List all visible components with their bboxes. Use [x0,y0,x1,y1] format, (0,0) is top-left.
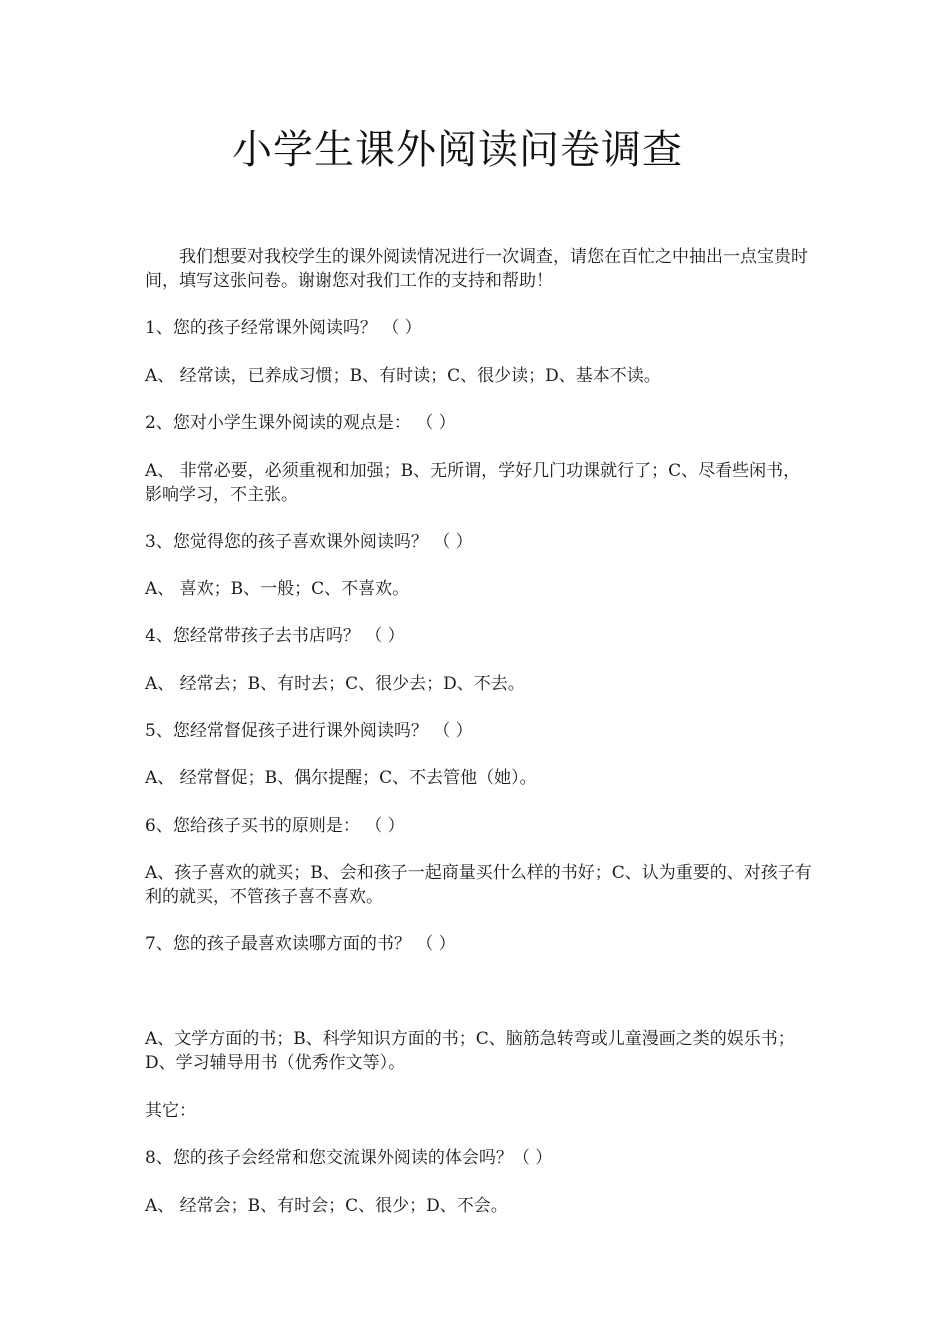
question-4: 4、您经常带孩子去书店吗？ （ ） [145,626,405,646]
question-1: 1、您的孩子经常课外阅读吗？ （ ） [145,318,422,338]
question-8: 8、您的孩子会经常和您交流课外阅读的体会吗？（ ） [145,1148,553,1168]
question-6-options: A、孩子喜欢的就买；B、会和孩子一起商量买什么样的书好；C、认为重要的、对孩子有利的就买，不管孩子喜不喜欢。 [145,863,812,907]
question-7: 7、您的孩子最喜欢读哪方面的书？ （ ） [145,934,456,954]
question-3-options: A、 喜欢；B、一般；C、不喜欢。 [145,579,410,599]
question-5-options: A、 经常督促；B、偶尔提醒；C、不去管他（她）。 [145,768,537,788]
question-7-other: 其它： [145,1101,196,1121]
intro-paragraph: 我们想要对我校学生的课外阅读情况进行一次调查，请您在百忙之中抽出一点宝贵时间，填写这张问卷。谢谢您对我们工作的支持和帮助！ [145,247,808,291]
question-2-options: A、 非常必要，必须重视和加强；B、无所谓，学好几门功课就行了；C、尽看些闲书，影响学习，不主张。 [145,461,801,505]
question-8-options: A、 经常会；B、有时会；C、很少；D、不会。 [145,1196,508,1216]
question-1-options: A、 经常读，已养成习惯；B、有时读；C、很少读；D、基本不读。 [145,366,661,386]
question-7-options: A、文学方面的书；B、科学知识方面的书；C、脑筋急转弯或儿童漫画之类的娱乐书；D、学习辅导用书（优秀作文等）。 [145,1029,795,1073]
question-4-options: A、 经常去；B、有时去；C、很少去；D、不去。 [145,674,525,694]
question-6: 6、您给孩子买书的原则是： （ ） [145,816,405,836]
question-3: 3、您觉得您的孩子喜欢课外阅读吗？ （ ） [145,532,473,552]
document-title: 小学生课外阅读问卷调查 [232,127,683,173]
question-5: 5、您经常督促孩子进行课外阅读吗？ （ ） [145,721,473,741]
question-2: 2、您对小学生课外阅读的观点是： （ ） [145,413,456,433]
